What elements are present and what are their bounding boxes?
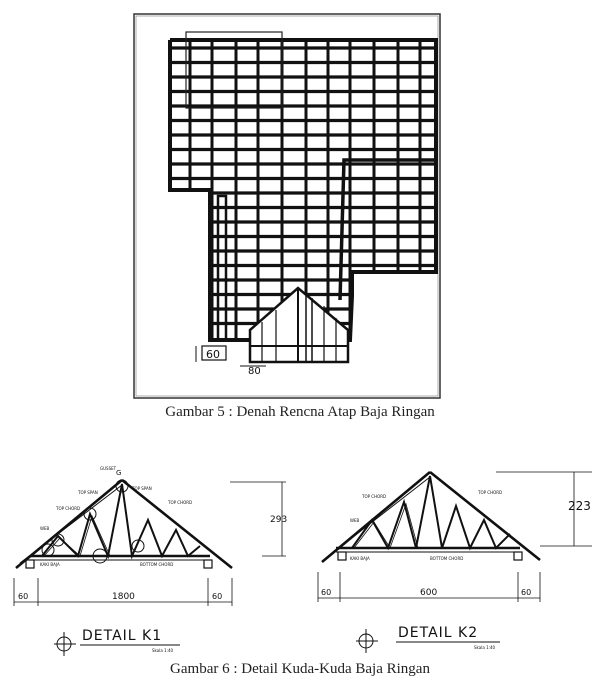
- k1-span-dim: 1800: [112, 592, 135, 602]
- k1-label: TOP CHORD: [168, 500, 193, 505]
- k2-label: WEB: [350, 518, 360, 523]
- roof-plan: [134, 14, 440, 398]
- gable-end: [250, 288, 348, 362]
- truss-k1: [14, 466, 287, 656]
- k1-label: BOTTOM CHORD: [140, 562, 174, 567]
- figure-6-caption: Gambar 6 : Detail Kuda-Kuda Baja Ringan: [170, 661, 430, 677]
- k1-height-dim: 293: [270, 515, 288, 525]
- k2-label: TOP CHORD: [362, 494, 387, 499]
- k1-label: TOP SPAN: [132, 486, 152, 491]
- k2-span-dim: 600: [420, 588, 438, 598]
- k1-label: TOP CHORD: [56, 506, 81, 511]
- truss-k2: [318, 472, 592, 653]
- k1-apex-mark: G: [116, 469, 122, 477]
- plan-dim-left: 60: [206, 348, 220, 361]
- k2-height-dim: 223: [568, 499, 591, 513]
- k1-label: KAKI BAJA: [40, 562, 60, 567]
- k1-overhang-left: 60: [18, 592, 29, 601]
- k2-scale: Skala 1:40: [474, 645, 496, 650]
- k1-label: WEB: [40, 526, 50, 531]
- k1-label: TOP SPAN: [78, 490, 98, 495]
- plan-dim-bottom: 80: [248, 366, 261, 377]
- k1-title: DETAIL K1: [82, 628, 163, 644]
- k1-scale: Skala 1:40: [152, 648, 174, 653]
- k2-overhang-right: 60: [521, 588, 532, 597]
- k2-title: DETAIL K2: [398, 625, 479, 641]
- figure-5-caption: Gambar 5 : Denah Rencna Atap Baja Ringan: [165, 404, 435, 420]
- k1-overhang-right: 60: [212, 592, 223, 601]
- k1-label: GUSSET: [100, 466, 117, 471]
- k2-label: TOP CHORD: [478, 490, 503, 495]
- k2-label: KAKI BAJA: [350, 556, 370, 561]
- k2-label: BOTTOM CHORD: [430, 556, 464, 561]
- k2-overhang-left: 60: [321, 588, 332, 597]
